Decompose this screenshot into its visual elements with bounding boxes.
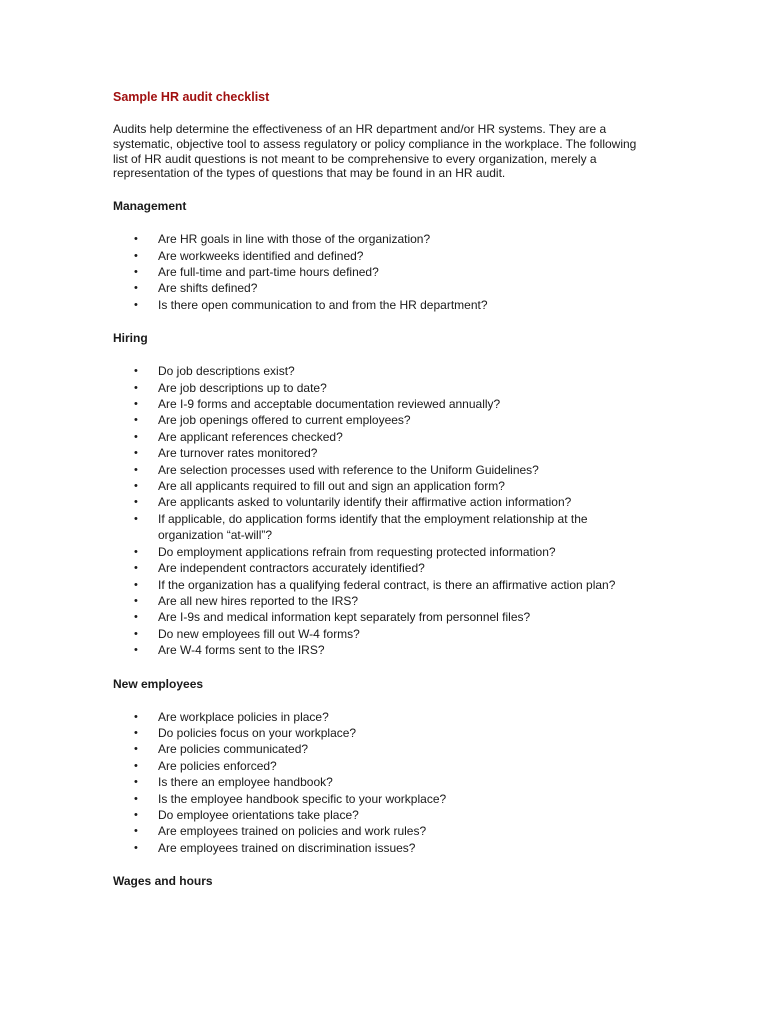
checklist-item <box>113 807 643 823</box>
checklist-item <box>113 709 643 725</box>
checklist-item <box>113 544 643 560</box>
checklist-item <box>113 823 643 839</box>
bullet-icon: • <box>134 841 138 854</box>
bullet-icon: • <box>134 710 138 723</box>
checklist-item-text: Are employees trained on discrimination issues? <box>158 840 416 855</box>
bullet-icon: • <box>134 792 138 805</box>
bullet-icon: • <box>134 398 138 411</box>
intro-paragraph: Audits help determine the effectiveness of an HR department and/or HR systems. They are a systematic, objective tool to assess regulatory or policy compliance in the workplace. The following list of HR audit questions is not meant to be comprehensive to every organization, merely a representation of the types of questions that may be found in an HR audit. <box>113 122 637 181</box>
checklist-item <box>113 297 643 313</box>
checklist-item-text: Are HR goals in line with those of the organization? <box>158 232 431 247</box>
checklist-item <box>113 840 643 856</box>
checklist-item-text: Do policies focus on your workplace? <box>158 725 357 740</box>
section-heading: Management <box>113 199 187 214</box>
bullet-icon: • <box>134 249 138 262</box>
bullet-icon: • <box>134 447 138 460</box>
checklist-item-text: Are selection processes used with reference to the Uniform Guidelines? <box>158 462 539 477</box>
bullet-icon: • <box>134 545 138 558</box>
checklist-item-text: Are applicants asked to voluntarily identify their affirmative action information? <box>158 495 572 510</box>
checklist-item <box>113 593 643 609</box>
checklist-item <box>113 791 643 807</box>
checklist-item-text: Are employees trained on policies and work rules? <box>158 824 427 839</box>
bullet-icon: • <box>134 496 138 509</box>
bullet-icon: • <box>134 594 138 607</box>
checklist-item <box>113 774 643 790</box>
checklist-item-text: Are full-time and part-time hours defined? <box>158 265 379 279</box>
bullet-icon: • <box>134 759 138 772</box>
checklist-item-text: If applicable, do application forms identify that the employment relationship at the organization “at-will”? <box>158 511 588 543</box>
checklist-item <box>113 609 643 625</box>
checklist-item-text: Are workweeks identified and defined? <box>158 248 364 263</box>
checklist-item <box>113 231 643 247</box>
checklist-item <box>113 758 643 774</box>
bullet-icon: • <box>134 627 138 640</box>
bullet-icon: • <box>134 611 138 624</box>
checklist-item <box>113 363 643 379</box>
bullet-icon: • <box>134 776 138 789</box>
checklist-item <box>113 280 643 296</box>
checklist-item <box>113 642 643 658</box>
bullet-icon: • <box>134 512 138 525</box>
bullet-icon: • <box>134 644 138 657</box>
checklist-item-text: Are policies communicated? <box>158 742 309 757</box>
checklist-item-text: Are job descriptions up to date? <box>158 380 327 395</box>
checklist-item-text: Are job openings offered to current employees? <box>158 413 411 428</box>
checklist-item-text: Are I-9 forms and acceptable documentation reviewed annually? <box>158 397 501 412</box>
section-heading: New employees <box>113 676 204 691</box>
checklist-item-text: Are workplace policies in place? <box>158 709 329 724</box>
checklist-item <box>113 396 643 412</box>
section-heading: Wages and hours <box>113 874 213 889</box>
checklist-item <box>113 412 643 428</box>
checklist-item-text: Are independent contractors accurately identified? <box>158 561 425 576</box>
bullet-icon: • <box>134 282 138 295</box>
checklist-item-text: Are W-4 forms sent to the IRS? <box>158 643 325 658</box>
checklist-item-text: Are all applicants required to fill out and sign an application form? <box>158 479 505 494</box>
bullet-icon: • <box>134 430 138 443</box>
checklist-item <box>113 511 643 544</box>
bullet-icon: • <box>134 808 138 821</box>
checklist-item <box>113 725 643 741</box>
bullet-icon: • <box>134 578 138 591</box>
document-page <box>113 89 643 906</box>
checklist-item <box>113 577 643 593</box>
checklist-item-text: Do employment applications refrain from requesting protected information? <box>158 544 556 559</box>
checklist-item <box>113 478 643 494</box>
checklist-item-text: If the organization has a qualifying federal contract, is there an affirmative action plan? <box>158 577 616 592</box>
checklist-item-text: Are policies enforced? <box>158 758 277 773</box>
checklist-item-text: Are I-9s and medical information kept separately from personnel files? <box>158 610 531 625</box>
bullet-icon: • <box>134 825 138 838</box>
checklist <box>113 231 643 313</box>
checklist-item <box>113 494 643 510</box>
checklist-item <box>113 560 643 576</box>
bullet-icon: • <box>134 414 138 427</box>
checklist-item-text: Are turnover rates monitored? <box>158 446 318 461</box>
checklist-item-text: Are all new hires reported to the IRS? <box>158 593 359 608</box>
checklist-item <box>113 741 643 757</box>
checklist-item-text: Are applicant references checked? <box>158 429 343 444</box>
document-title: Sample HR audit checklist <box>113 90 270 104</box>
bullet-icon: • <box>134 266 138 278</box>
checklist-item-text: Is the employee handbook specific to your workplace? <box>158 791 447 806</box>
checklist-item <box>113 380 643 396</box>
checklist-item-text: Do employee orientations take place? <box>158 807 359 822</box>
checklist-sections <box>113 198 643 889</box>
checklist-item <box>113 462 643 478</box>
bullet-icon: • <box>134 463 138 476</box>
bullet-icon: • <box>134 480 138 493</box>
checklist <box>113 363 643 658</box>
checklist-item <box>113 445 643 461</box>
checklist-item <box>113 248 643 264</box>
checklist-item <box>113 264 643 280</box>
checklist-item <box>113 626 643 642</box>
checklist-item-text: Do new employees fill out W-4 forms? <box>158 626 360 641</box>
bullet-icon: • <box>134 743 138 756</box>
bullet-icon: • <box>134 381 138 394</box>
bullet-icon: • <box>134 233 138 246</box>
checklist-item-text: Is there an employee handbook? <box>158 775 333 790</box>
checklist-item-text: Do job descriptions exist? <box>158 364 295 379</box>
checklist-item-text: Are shifts defined? <box>158 281 258 296</box>
bullet-icon: • <box>134 562 138 575</box>
bullet-icon: • <box>134 365 138 378</box>
checklist <box>113 709 643 857</box>
bullet-icon: • <box>134 298 138 311</box>
checklist-item <box>113 429 643 445</box>
bullet-icon: • <box>134 726 138 739</box>
checklist-item-text: Is there open communication to and from the HR department? <box>158 297 488 312</box>
section-heading: Hiring <box>113 331 148 346</box>
